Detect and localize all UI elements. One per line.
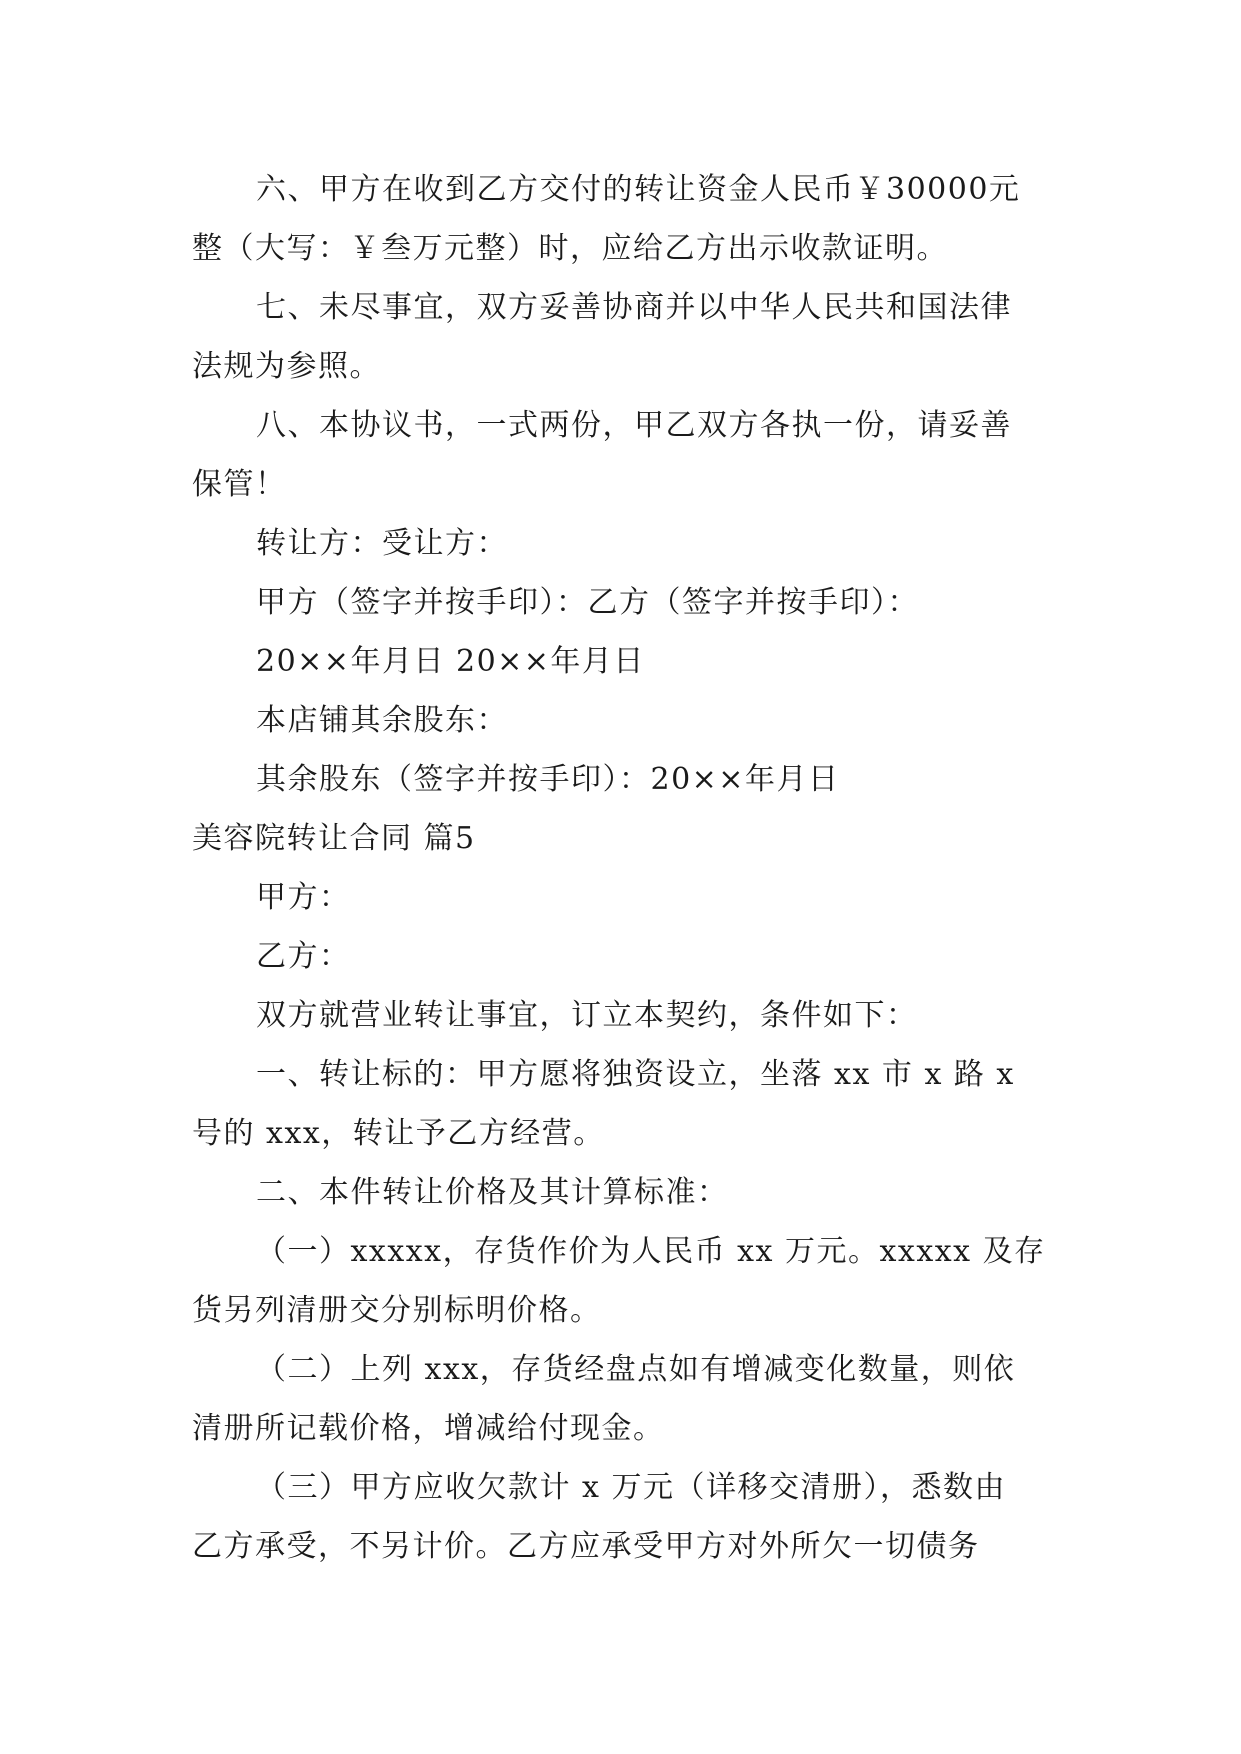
shareholders-signature-line: 其余股东（签字并按手印）：20××年月日 [256,762,840,797]
paragraph-line: 六、甲方在收到乙方交付的转让资金人民币￥30000元 [256,172,1021,207]
paragraph-line: 乙方承受，不另计价。乙方应承受甲方对外所欠一切债务 [192,1529,980,1564]
document-body [192,160,1050,1576]
paragraph-line: （二）上列 xxx，存货经盘点如有增减变化数量，则依 [256,1352,1016,1387]
shareholders-line: 本店铺其余股东： [256,703,508,738]
paragraph-line: （三）甲方应收欠款计 x 万元（详移交清册），悉数由 [256,1470,1006,1505]
section-heading: 美容院转让合同 篇5 [192,821,476,856]
signature-line: 甲方（签字并按手印）：乙方（签字并按手印）： [256,585,919,620]
date-line: 20××年月日 20××年月日 [256,644,645,679]
paragraph-line: 二、本件转让价格及其计算标准： [256,1175,729,1210]
paragraph-line: （一）xxxxx，存货作价为人民币 xx 万元。xxxxx 及存 [256,1234,1046,1269]
signature-parties-line: 转让方：受让方： [256,526,508,561]
paragraph-line: 保管！ [192,467,287,502]
paragraph-line: 整（大写：￥叁万元整）时，应给乙方出示收款证明。 [192,231,948,266]
paragraph-line: 七、未尽事宜，双方妥善协商并以中华人民共和国法律 [256,290,1012,325]
paragraph-line: 法规为参照。 [192,349,381,384]
paragraph-line: 货另列清册交分别标明价格。 [192,1293,602,1328]
paragraph-line: 双方就营业转让事宜，订立本契约，条件如下： [256,998,918,1033]
paragraph-line: 号的 xxx，转让予乙方经营。 [192,1116,605,1151]
paragraph-line: 清册所记载价格，增减给付现金。 [192,1411,665,1446]
party-a-line: 甲方： [256,880,351,915]
paragraph-line: 一、转让标的：甲方愿将独资设立，坐落 xx 市 x 路 x [256,1057,1015,1092]
party-b-line: 乙方： [256,939,351,974]
paragraph-line: 八、本协议书，一式两份，甲乙双方各执一份，请妥善 [256,408,1012,443]
